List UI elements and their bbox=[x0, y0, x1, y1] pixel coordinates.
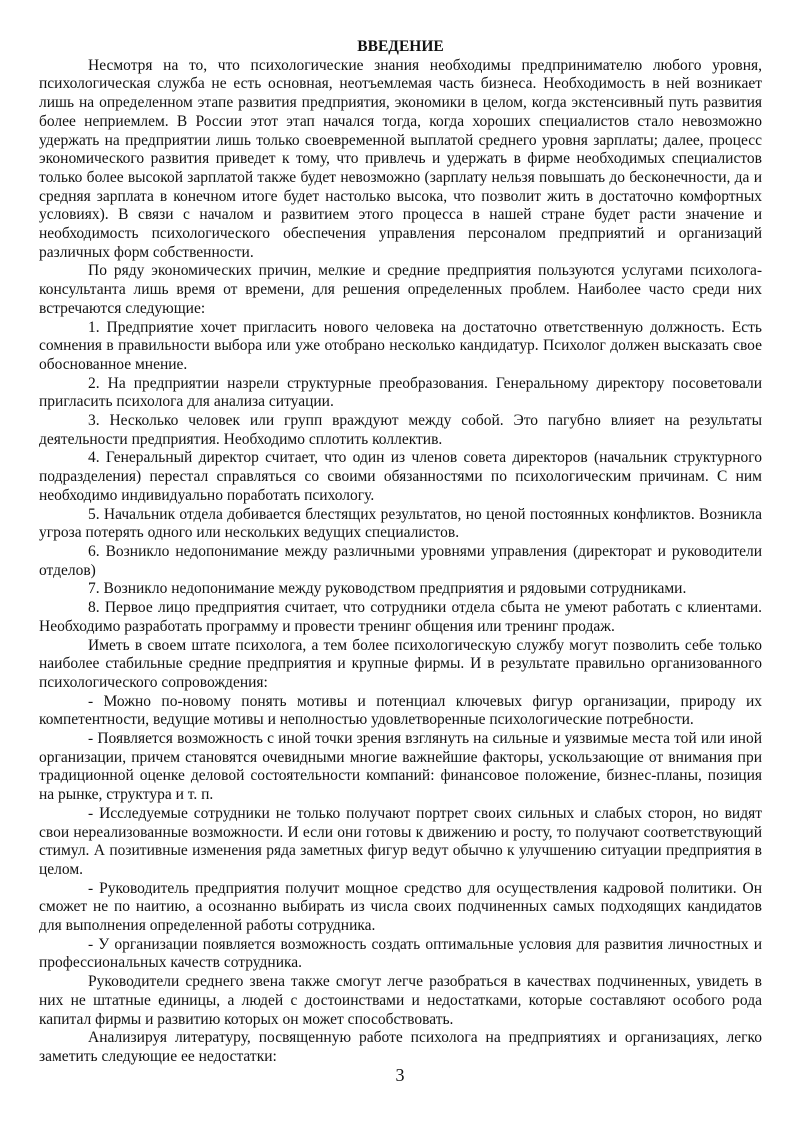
paragraph: 7. Возникло недопонимание между руководством предприятия и рядовыми сотрудниками. bbox=[88, 580, 687, 598]
paragraph: - У организации появляется возможность создать оптимальные условия для развития личностных и профессиональных качеств сотрудника. bbox=[39, 935, 762, 972]
paragraph: Анализируя литературу, посвященную работе психолога на предприятиях и организациях, легко заметить следующие ее недостатки: bbox=[39, 1029, 762, 1065]
paragraph: Руководители среднего звена также смогут легче разобраться в качествах подчиненных, увидеть в них не штатные единицы, а людей с достоинствами и недостатками, которые составляют особого рода капитал фирмы и развитию которых он может способствовать. bbox=[39, 973, 762, 1028]
paragraph: - Руководитель предприятия получит мощное средство для осуществления кадровой политики. Он сможет не по наитию, а осознанно выбирать из числа своих подчиненных самых подходящих кандидатов для выполнения определенной работы сотрудника. bbox=[39, 879, 762, 935]
paragraph: 8. Первое лицо предприятия считает, что сотрудники отдела сбыта не умеют работать с клиентами. Необходимо разработать программу и провести тренинг общения или тренинг продаж. bbox=[39, 599, 762, 635]
paragraph: - Появляется возможность с иной точки зрения взглянуть на сильные и уязвимые места той или иной организации, причем становятся очевидными многие важнейшие факторы, ускользающие от внимания при традиционной оценке деловой состоятельности компаний: финансовое положение, бизнес-планы, позиция на рынке, структура и т. п. bbox=[39, 730, 762, 804]
paragraph: - Исследуемые сотрудники не только получают портрет своих сильных и слабых сторон, но видят свои нереализованные возможности. И если они готовы к движению и росту, то получают соответствующий стимул. А позитивные изменения ряда заметных фигур ведут обычно к улучшению ситуации предприятия в целом. bbox=[39, 804, 762, 878]
paragraph: 2. На предприятии назрели структурные преобразования. Генеральному директору посоветовали пригласить психолога для анализа ситуации. bbox=[39, 374, 762, 411]
paragraph: 6. Возникло недопонимание между различными уровнями управления (директорат и руководители отделов) bbox=[39, 542, 762, 579]
paragraph: По ряду экономических причин, мелкие и средние предприятия пользуются услугами психолога-консультанта лишь время от времени, для решения определенных проблем. Наиболее часто среди них встречаются следующие: bbox=[39, 262, 762, 317]
paragraph: 5. Начальник отдела добивается блестящих результатов, но ценой постоянных конфликтов. Возникла угроза потерять одного или нескольких ведущих специалистов. bbox=[39, 505, 762, 542]
section-title: ВВЕДЕНИЕ bbox=[357, 38, 444, 55]
body-text bbox=[39, 57, 762, 1067]
paragraph: 3. Несколько человек или групп враждуют между собой. Это пагубно влияет на результаты деятельности предприятия. Необходимо сплотить коллектив. bbox=[39, 412, 762, 448]
paragraph: - Можно по-новому понять мотивы и потенциал ключевых фигур организации, природу их компетентности, ведущие мотивы и неполностью удовлетворенные психологические потребности. bbox=[39, 692, 762, 729]
paragraph: 4. Генеральный директор считает, что один из членов совета директоров (начальник структурного подразделения) перестал справляться со своими обязанностями по психологическим причинам. С ним необходимо индивидуально поработать психологу. bbox=[39, 449, 762, 504]
paragraph: Несмотря на то, что психологические знания необходимы предпринимателю любого уровня, психологическая служба не есть основная, неотъемлемая часть бизнеса. Необходимость в ней возникает лишь на определенном этапе развития предприятия, экономики в целом, когда экстенсивный путь развития более неприемлем. В России этот этап начался тогда, когда хороших специалистов стало невозможно удержать на предприятии лишь только своевременной выплатой среднего уровня зарплаты; далее, процесс экономического развития приведет к тому, что привлечь и удержать в фирме необходимых специалистов только более высокой зарплатой также будет невозможно (зарплату нельзя повышать до бесконечности, да и средняя зарплата в конечном итоге будет настолько высока, что позволит жить в достаточно комфортных условиях). В связи с началом и развитием этого процесса в нашей стране будет расти значение и необходимость психологического обеспечения управления персоналом предприятий и организаций различных форм собственности. bbox=[39, 56, 762, 261]
paragraph: 1. Предприятие хочет пригласить нового человека на достаточно ответственную должность. Есть сомнения в правильности выбора или уже отобрано несколько кандидатур. Психолог должен высказать свое обоснованное мнение. bbox=[39, 318, 762, 373]
paragraph: Иметь в своем штате психолога, а тем более психологическую службу могут позволить себе только наиболее стабильные средние предприятия и крупные фирмы. И в результате правильно организованного психологического сопровождения: bbox=[39, 636, 762, 691]
page-number: 3 bbox=[395, 1065, 405, 1085]
document-page bbox=[39, 38, 762, 1067]
